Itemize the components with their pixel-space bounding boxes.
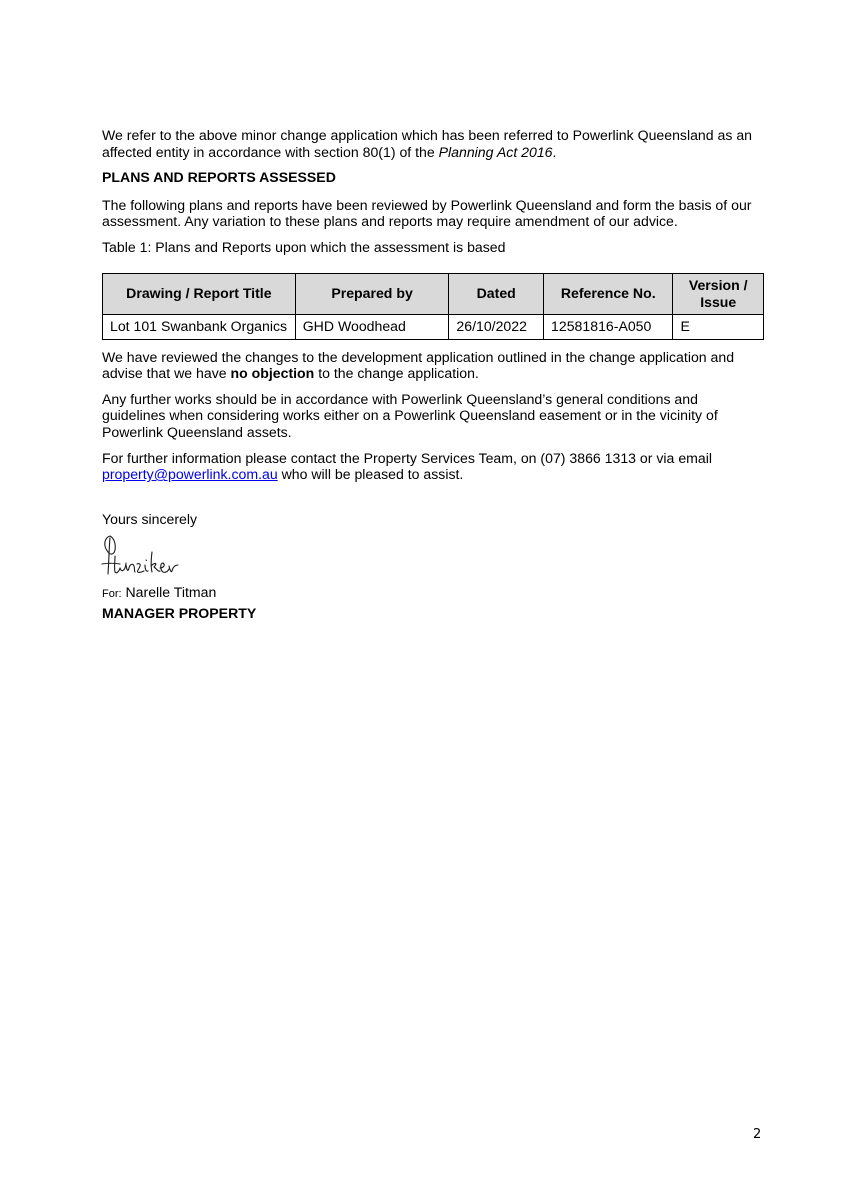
signatory-name: Narelle Titman: [125, 584, 217, 601]
cell-prepared-by: GHD Woodhead: [295, 314, 449, 339]
table-header-row: [103, 273, 764, 314]
header-drawing-title: Drawing / Report Title: [103, 273, 296, 314]
cell-drawing-title: Lot 101 Swanbank Organics: [103, 314, 296, 339]
closing-salutation: Yours sincerely: [102, 510, 198, 527]
works-paragraph: Any further works should be in accordance with Powerlink Queensland’s general conditions and guidelines when considering works either on a Powerlink Queensland easement or in the vicinity of Powerlink Queensland assets.: [102, 390, 718, 440]
section-heading: PLANS AND REPORTS ASSESSED: [102, 169, 336, 186]
intro-text: We refer to the above minor change application which has been referred to Powerlink Queensland as an affected entity in accordance with section 80(1) of the: [102, 127, 753, 160]
table-row: [103, 314, 764, 339]
intro-paragraph: [102, 127, 764, 160]
plans-table: [102, 273, 764, 340]
cell-dated: 26/10/2022: [449, 314, 544, 339]
header-prepared-by: Prepared by: [295, 273, 449, 314]
act-name: Planning Act 2016: [438, 143, 553, 160]
contact-paragraph: [102, 450, 764, 483]
table-caption: Table 1: Plans and Reports upon which the assessment is based: [102, 238, 506, 255]
for-label: For:: [102, 588, 122, 601]
signatory-line: [102, 584, 764, 603]
header-reference-no: Reference No.: [544, 273, 673, 314]
contact-text: For further information please contact the Property Services Team, on (07) 3866 1313 or via email: [102, 449, 712, 466]
cell-version-issue: E: [673, 314, 764, 339]
contact-end: who will be pleased to assist.: [277, 466, 464, 483]
letter-body: [102, 127, 764, 622]
review-text: We have reviewed the changes to the development application outlined in the change application and advise that we have: [102, 348, 735, 382]
intro-end: .: [552, 143, 557, 160]
page-number: 2: [753, 1127, 762, 1142]
header-dated: Dated: [449, 273, 544, 314]
header-version-issue: Version / Issue: [673, 273, 764, 314]
review-paragraph: [102, 349, 764, 382]
email-link[interactable]: property@powerlink.com.au: [102, 466, 278, 483]
no-objection-text: no objection: [230, 365, 315, 382]
signatory-title: MANAGER PROPERTY: [102, 604, 257, 621]
review-end: to the change application.: [314, 365, 479, 382]
plans-paragraph: The following plans and reports have been reviewed by Powerlink Queensland and form the basis of our assessment. Any variation to these plans and reports may require amendment of our advice.: [102, 196, 752, 230]
cell-reference-no: 12581816-A050: [544, 314, 673, 339]
handwritten-signature: [100, 530, 192, 580]
